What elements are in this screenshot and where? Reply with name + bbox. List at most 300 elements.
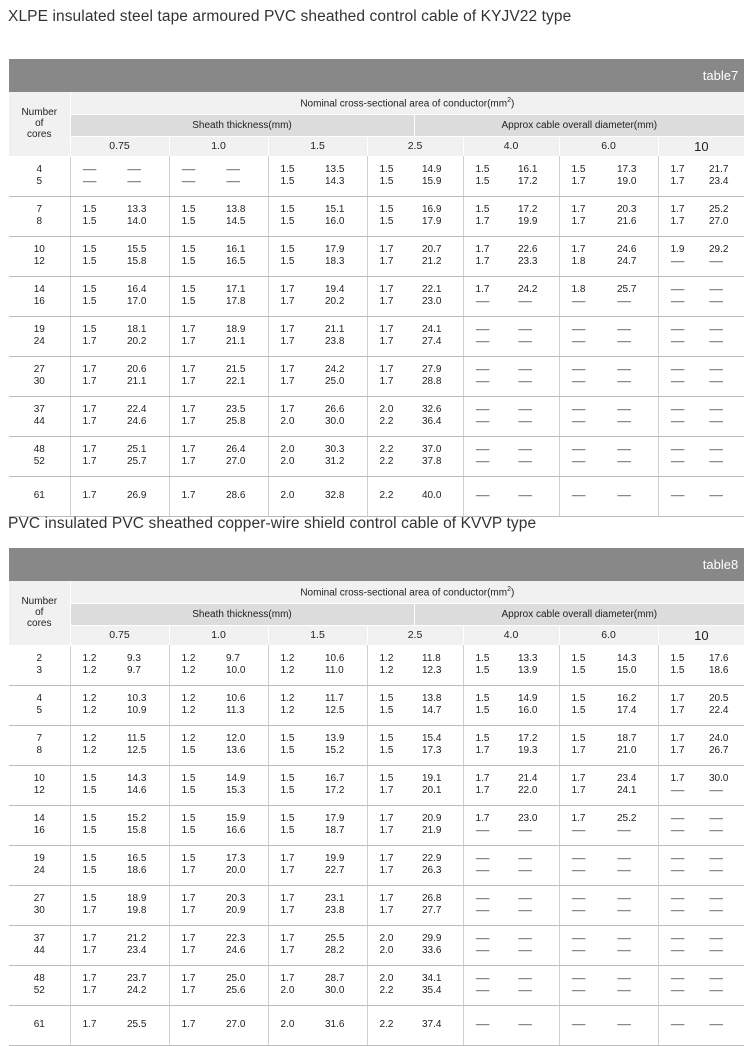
cell-value: 33.6 [422, 945, 442, 956]
cell-value: 2.0 [280, 1019, 295, 1030]
cell-value: 22.4 [127, 404, 147, 415]
cell-value: 1.7 [280, 973, 295, 984]
cell-value: 1.7 [181, 985, 196, 996]
value-cell [609, 436, 658, 476]
cell-value: 1.2 [82, 652, 97, 664]
value-cell [367, 476, 414, 516]
value-cell [559, 965, 609, 1005]
cell-value: 1.7 [82, 933, 97, 944]
value-cell [70, 316, 119, 356]
cell-value: 25.5 [127, 1019, 147, 1030]
cell-value: 1.7 [379, 284, 394, 295]
value-cell [658, 645, 701, 685]
cell-value: 1.5 [181, 256, 196, 267]
cell-value: 18.9 [127, 893, 147, 904]
cell-value: 15.9 [422, 175, 442, 187]
value-cell [169, 156, 218, 196]
cell-value: 1.5 [571, 733, 586, 744]
cell-value: 40.0 [422, 490, 442, 501]
value-cell [70, 725, 119, 765]
cell-value: 20.1 [422, 785, 442, 796]
empty-mark: -------- [571, 457, 585, 466]
cell-value: 25.0 [226, 973, 246, 984]
value-cell [658, 156, 701, 196]
empty-mark: -------- [518, 417, 532, 426]
cell-value: 35.4 [422, 985, 442, 996]
value-cell [510, 725, 559, 765]
cell-value: 17.3 [226, 853, 246, 864]
cell-value: 1.7 [670, 693, 685, 704]
value-cell [317, 396, 367, 436]
empty-mark: -------- [518, 866, 532, 875]
empty-mark: -------- [518, 457, 532, 466]
value-cell [70, 885, 119, 925]
cell-value: 21.0 [617, 745, 637, 756]
cell-value: 1.7 [571, 204, 586, 215]
value-cell [414, 725, 463, 765]
cell-value: 1.5 [475, 652, 490, 664]
cell-value: 10.3 [127, 693, 147, 704]
empty-mark: -------- [709, 826, 723, 835]
value-cell [559, 805, 609, 845]
cell-value: 23.8 [325, 336, 345, 347]
value-cell [463, 1005, 510, 1045]
cell-value: 1.5 [82, 244, 97, 255]
empty-mark: -------- [518, 405, 532, 414]
cell-value: 24.2 [325, 364, 345, 375]
value-cell [463, 236, 510, 276]
value-cell [658, 1005, 701, 1045]
value-cell [218, 196, 268, 236]
cell-value: 14.3 [127, 773, 147, 784]
table-row [9, 965, 744, 1005]
value-cell [658, 356, 701, 396]
value-cell [510, 396, 559, 436]
cores-value: 14 [33, 284, 45, 295]
cell-value: 21.2 [127, 933, 147, 944]
table-row [9, 196, 744, 236]
value-cell [463, 316, 510, 356]
area-header: 1.0 [169, 625, 268, 645]
value-cell [701, 685, 744, 725]
empty-mark: -------- [571, 445, 585, 454]
cell-value: 2.0 [379, 945, 394, 956]
cell-value: 26.7 [709, 745, 729, 756]
value-cell [559, 476, 609, 516]
cell-value: 21.1 [127, 376, 147, 387]
cell-value: 1.7 [82, 404, 97, 415]
empty-mark: -------- [475, 894, 489, 903]
cell-value: 1.7 [82, 336, 97, 347]
value-cell [268, 156, 317, 196]
cell-value: 1.7 [280, 893, 295, 904]
value-cell [119, 885, 169, 925]
cell-value: 13.8 [226, 204, 246, 215]
cell-value: 11.8 [422, 652, 441, 664]
value-cell [414, 236, 463, 276]
value-cell [609, 156, 658, 196]
value-cell [414, 845, 463, 885]
cores-cell [9, 396, 70, 436]
value-cell [658, 765, 701, 805]
cell-value: 24.2 [518, 284, 538, 295]
cell-value: 20.5 [709, 693, 729, 704]
value-cell [559, 685, 609, 725]
empty-mark: -------- [617, 866, 631, 875]
value-cell [510, 476, 559, 516]
cell-value: 16.4 [127, 284, 147, 295]
value-cell [609, 476, 658, 516]
cell-value: 1.7 [82, 456, 97, 467]
empty-mark: -------- [571, 826, 585, 835]
cell-value: 1.7 [82, 973, 97, 984]
value-cell [268, 476, 317, 516]
value-cell [70, 436, 119, 476]
cell-value: 15.2 [325, 745, 345, 756]
value-cell [70, 645, 119, 685]
empty-mark: -------- [226, 176, 240, 186]
value-cell [510, 1005, 559, 1045]
value-cell [510, 765, 559, 805]
cell-value: 1.2 [82, 733, 97, 744]
empty-mark: -------- [571, 906, 585, 915]
cell-value: 15.2 [127, 813, 147, 824]
empty-mark: -------- [475, 946, 489, 955]
table-row [9, 685, 744, 725]
cell-value: 1.7 [571, 813, 586, 824]
cell-value: 19.9 [325, 853, 345, 864]
cell-value: 1.7 [379, 893, 394, 904]
value-cell [658, 436, 701, 476]
cell-value: 16.9 [422, 204, 442, 215]
empty-mark: -------- [670, 814, 684, 823]
cell-value: 21.4 [518, 773, 538, 784]
value-cell [317, 805, 367, 845]
cell-value: 1.7 [379, 336, 394, 347]
cell-value: 1.8 [571, 284, 586, 295]
value-cell [169, 805, 218, 845]
cell-value: 9.7 [127, 664, 141, 676]
value-cell [609, 396, 658, 436]
table7-title: XLPE insulated steel tape armoured PVC sheathed control cable of KYJV22 type [8, 8, 572, 25]
cell-value: 37.8 [422, 456, 442, 467]
empty-mark: -------- [475, 491, 489, 500]
cell-value: 22.7 [325, 865, 345, 876]
value-cell [268, 236, 317, 276]
cell-value: 14.7 [422, 705, 442, 716]
cell-value: 36.4 [422, 416, 442, 427]
cell-value: 1.2 [82, 664, 97, 676]
cores-cell [9, 845, 70, 885]
empty-mark: -------- [518, 906, 532, 915]
cell-value: 1.7 [379, 785, 394, 796]
empty-mark: -------- [709, 854, 723, 863]
value-cell [218, 276, 268, 316]
cell-value: 2.0 [280, 985, 295, 996]
cell-value: 1.5 [181, 284, 196, 295]
cores-header [9, 581, 70, 645]
empty-mark: -------- [475, 934, 489, 943]
cell-value: 1.5 [379, 733, 394, 744]
cell-value: 1.7 [379, 324, 394, 335]
empty-mark: -------- [670, 325, 684, 334]
cell-value: 1.2 [181, 652, 196, 664]
cell-value: 10.0 [226, 664, 246, 676]
cell-value: 1.5 [181, 216, 196, 227]
cell-value: 1.5 [475, 705, 490, 716]
cell-value: 1.2 [181, 693, 196, 704]
area-header: 6.0 [559, 625, 658, 645]
empty-mark: -------- [518, 946, 532, 955]
value-cell [414, 685, 463, 725]
empty-mark: -------- [670, 934, 684, 943]
cell-value: 1.7 [82, 444, 97, 455]
value-cell [70, 805, 119, 845]
empty-mark: -------- [617, 946, 631, 955]
value-cell [218, 965, 268, 1005]
cell-value: 1.7 [475, 244, 490, 255]
value-cell [70, 276, 119, 316]
cores-value: 16 [33, 825, 45, 836]
cell-value: 1.7 [670, 745, 685, 756]
cores-value: 10 [33, 773, 45, 784]
empty-mark: -------- [670, 854, 684, 863]
value-cell [169, 965, 218, 1005]
value-cell [317, 196, 367, 236]
cell-value: 12.5 [127, 745, 147, 756]
value-cell [367, 436, 414, 476]
cell-value: 20.3 [617, 204, 637, 215]
value-cell [169, 476, 218, 516]
cores-value: 24 [33, 336, 45, 347]
cell-value: 1.5 [82, 825, 97, 836]
cell-value: 1.7 [379, 296, 394, 307]
empty-mark: -------- [709, 417, 723, 426]
value-cell [317, 276, 367, 316]
value-cell [414, 436, 463, 476]
value-cell [367, 845, 414, 885]
cell-value: 1.5 [475, 163, 490, 175]
cores-value: 30 [33, 376, 45, 387]
value-cell [701, 645, 744, 685]
cell-value: 1.9 [670, 244, 685, 255]
empty-mark: -------- [475, 974, 489, 983]
cell-value: 17.8 [226, 296, 246, 307]
value-cell [119, 965, 169, 1005]
value-cell [559, 316, 609, 356]
cell-value: 34.1 [422, 973, 442, 984]
cell-value: 26.8 [422, 893, 442, 904]
cell-value: 1.7 [181, 404, 196, 415]
cell-value: 1.7 [280, 376, 295, 387]
table-row [9, 316, 744, 356]
cell-value: 1.5 [82, 813, 97, 824]
value-cell [559, 1005, 609, 1045]
empty-mark: -------- [617, 906, 631, 915]
empty-mark: -------- [617, 826, 631, 835]
cell-value: 13.5 [325, 163, 345, 175]
empty-mark: -------- [709, 457, 723, 466]
cell-value: 1.7 [82, 1019, 97, 1030]
cell-value: 22.1 [226, 376, 246, 387]
empty-mark: -------- [475, 445, 489, 454]
cell-value: 21.7 [709, 163, 729, 175]
value-cell [414, 156, 463, 196]
cell-value: 19.3 [518, 745, 538, 756]
empty-mark: -------- [670, 285, 684, 294]
approx-diameter-header: Approx cable overall diameter(mm) [414, 114, 744, 136]
cell-value: 1.5 [82, 324, 97, 335]
empty-mark: -------- [475, 377, 489, 386]
empty-mark: -------- [617, 377, 631, 386]
empty-mark: -------- [475, 826, 489, 835]
empty-mark: -------- [617, 854, 631, 863]
cores-header-line: Number [21, 596, 58, 608]
value-cell [609, 236, 658, 276]
value-cell [119, 765, 169, 805]
cell-value: 1.7 [379, 244, 394, 255]
cell-value: 1.7 [379, 905, 394, 916]
value-cell [701, 885, 744, 925]
cell-value: 2.2 [379, 985, 394, 996]
cores-value: 8 [36, 745, 43, 756]
value-cell [463, 965, 510, 1005]
empty-mark: -------- [709, 377, 723, 386]
value-cell [367, 276, 414, 316]
value-cell [463, 276, 510, 316]
cell-value: 1.7 [181, 416, 196, 427]
cores-value: 37 [33, 404, 45, 415]
value-cell [169, 356, 218, 396]
cell-value: 1.5 [181, 785, 196, 796]
value-cell [559, 156, 609, 196]
value-cell [268, 196, 317, 236]
cell-value: 1.5 [475, 175, 490, 187]
value-cell [218, 685, 268, 725]
cell-value: 2.0 [379, 973, 394, 984]
value-cell [463, 725, 510, 765]
value-cell [609, 1005, 658, 1045]
value-cell [701, 156, 744, 196]
empty-mark: -------- [670, 866, 684, 875]
cell-value: 1.5 [181, 853, 196, 864]
value-cell [268, 396, 317, 436]
cores-cell [9, 885, 70, 925]
value-cell [218, 845, 268, 885]
value-cell [463, 765, 510, 805]
value-cell [701, 725, 744, 765]
cell-value: 24.6 [617, 244, 637, 255]
empty-mark: -------- [518, 445, 532, 454]
cell-value: 11.0 [325, 664, 344, 676]
cell-value: 1.2 [280, 705, 295, 716]
table-row [9, 276, 744, 316]
cell-value: 13.6 [226, 745, 246, 756]
value-cell [559, 236, 609, 276]
cell-value: 1.5 [82, 785, 97, 796]
cell-value: 25.2 [709, 204, 729, 215]
value-cell [609, 845, 658, 885]
cell-value: 17.2 [325, 785, 345, 796]
cores-cell [9, 436, 70, 476]
cell-value: 1.7 [379, 825, 394, 836]
value-cell [510, 436, 559, 476]
nominal-area-close: ) [510, 97, 515, 109]
cell-value: 21.2 [422, 256, 442, 267]
value-cell [169, 885, 218, 925]
cell-value: 18.3 [325, 256, 345, 267]
value-cell [268, 356, 317, 396]
cell-value: 1.7 [571, 785, 586, 796]
cell-value: 24.7 [617, 256, 637, 267]
cell-value: 15.3 [226, 785, 246, 796]
cell-value: 11.5 [127, 733, 146, 744]
cell-value: 1.7 [379, 376, 394, 387]
empty-mark: -------- [709, 866, 723, 875]
cell-value: 10.6 [325, 652, 345, 664]
cores-cell [9, 276, 70, 316]
cell-value: 15.5 [127, 244, 147, 255]
value-cell [463, 396, 510, 436]
cell-value: 23.4 [617, 773, 637, 784]
cell-value: 1.5 [280, 733, 295, 744]
value-cell [510, 965, 559, 1005]
cell-value: 25.0 [325, 376, 345, 387]
cell-value: 12.0 [226, 733, 246, 744]
cell-value: 1.7 [571, 175, 586, 187]
empty-mark: -------- [709, 337, 723, 346]
cell-value: 14.6 [127, 785, 147, 796]
cell-value: 14.9 [518, 693, 538, 704]
value-cell [119, 645, 169, 685]
cell-value: 1.8 [571, 256, 586, 267]
cell-value: 1.2 [280, 652, 295, 664]
empty-mark: -------- [82, 164, 96, 174]
cell-value: 13.9 [325, 733, 345, 744]
empty-mark: -------- [709, 365, 723, 374]
value-cell [317, 156, 367, 196]
cell-value: 1.7 [280, 296, 295, 307]
cell-value: 15.8 [127, 825, 147, 836]
value-cell [268, 685, 317, 725]
cell-value: 13.3 [518, 652, 538, 664]
cell-value: 1.5 [280, 244, 295, 255]
empty-mark: -------- [617, 337, 631, 346]
value-cell [701, 925, 744, 965]
empty-mark: -------- [571, 854, 585, 863]
cores-value: 2 [36, 653, 43, 664]
cell-value: 22.9 [422, 853, 442, 864]
cell-value: 18.6 [709, 664, 729, 676]
cell-value: 17.2 [518, 733, 538, 744]
cell-value: 1.7 [670, 705, 685, 716]
value-cell [367, 236, 414, 276]
cell-value: 1.2 [280, 664, 295, 676]
value-cell [701, 765, 744, 805]
value-cell [268, 316, 317, 356]
cell-value: 1.2 [82, 745, 97, 756]
value-cell [559, 725, 609, 765]
cell-value: 25.5 [325, 933, 345, 944]
cell-value: 19.8 [127, 905, 147, 916]
cell-value: 17.6 [709, 652, 729, 664]
value-cell [367, 1005, 414, 1045]
empty-mark: -------- [709, 285, 723, 294]
cell-value: 23.4 [127, 945, 147, 956]
empty-mark: -------- [709, 946, 723, 955]
nominal-area-text: Nominal cross-sectional area of conductor(mm [300, 97, 508, 109]
cell-value: 25.6 [226, 985, 246, 996]
